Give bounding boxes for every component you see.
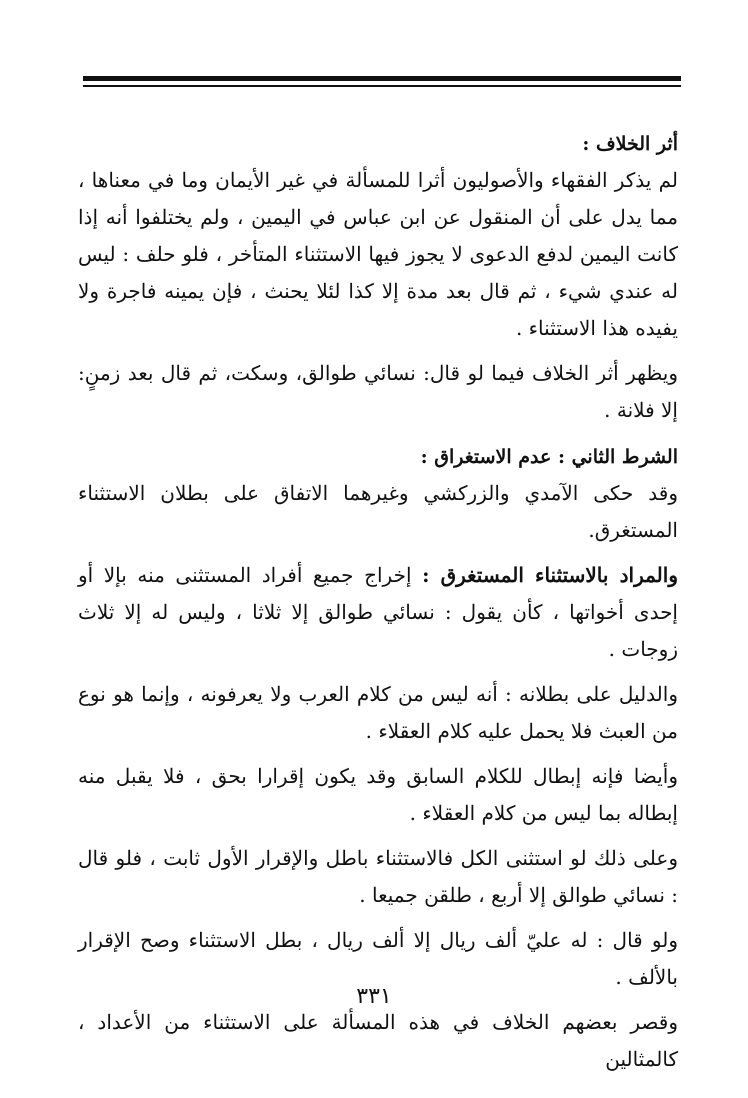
page-body	[78, 126, 678, 1086]
paragraph-text: إخراج جميع أفراد المستثنى منه بإلا أو إحدى أخواتها ، كأن يقول : نسائي طوالق إلا ثلاثا ، وليس له إلا ثلاث زوجات .	[78, 563, 678, 661]
paragraph: وأيضا فإنه إبطال للكلام السابق وقد يكون إقرارا بحق ، فلا يقبل منه إبطاله بما ليس من كلام العقلاء .	[78, 764, 678, 825]
paragraph: وقصر بعضهم الخلاف في هذه المسألة على الاستثناء من الأعداد ، كالمثالين	[78, 1010, 678, 1071]
paragraph: وعلى ذلك لو استثنى الكل فالاستثناء باطل والإقرار الأول ثابت ، فلو قال : نسائي طوالق إلا أربع ، طلقن جميعا .	[78, 846, 678, 907]
section-heading-second-condition: الشرط الثاني : عدم الاستغراق :	[420, 446, 678, 468]
paragraph: والدليل على بطلانه : أنه ليس من كلام العرب ولا يعرفونه ، وإنما هو نوع من العبث فلا يحمل عليه كلام العقلاء .	[78, 682, 678, 743]
header-rule-thick	[83, 76, 681, 81]
page-number: ٣٣١	[356, 984, 392, 1009]
paragraph: لم يذكر الفقهاء والأصوليون أثرا للمسألة في غير الأيمان وما في معناها ، مما يدل على أن المنقول عن ابن عباس في اليمين ، ولم يختلفوا أنه إذا كانت اليمين لدفع الدعوى لا يجوز فيها الاستثناء المتأخر ، فلو حلف : ليس له عندي شيء ، ثم قال بعد مدة إلا كذا لئلا يحنث ، فإن يمينه فاجرة ولا يفيده هذا الاستثناء .	[78, 168, 678, 340]
paragraph	[78, 557, 678, 668]
paragraph: ويظهر أثر الخلاف فيما لو قال: نسائي طوالق، وسكت، ثم قال بعد زمنٍ: إلا فلانة .	[78, 361, 678, 422]
section-heading-effect-of-dispute: أثر الخلاف :	[582, 133, 678, 155]
header-rule-thin	[83, 85, 681, 87]
paragraph: ولو قال : له عليّ ألف ريال إلا ألف ريال ، بطل الاستثناء وصح الإقرار بالألف .	[78, 928, 678, 989]
bold-term: والمراد بالاستثناء المستغرق :	[422, 563, 678, 587]
paragraph: وقد حكى الآمدي والزركشي وغيرهما الاتفاق على بطلان الاستثناء المستغرق.	[78, 481, 678, 542]
